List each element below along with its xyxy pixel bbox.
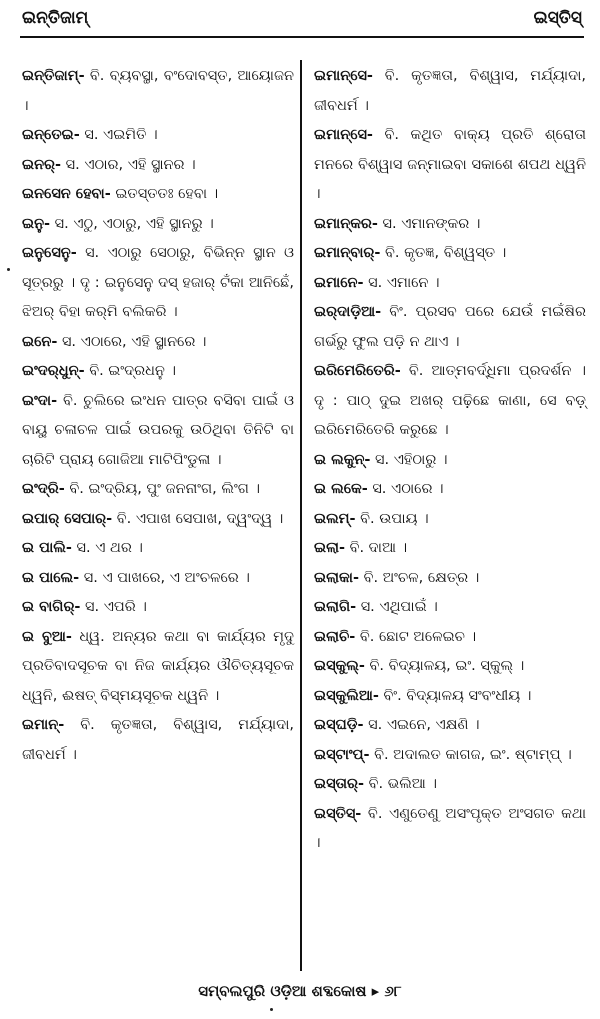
- entry-headword: ଇଂଦା-: [22, 392, 58, 409]
- dictionary-entry: [314, 623, 586, 653]
- entry-headword: ଇଲାଗି-: [314, 599, 357, 615]
- entry-definition: ବି. ଅଦାଲତ କାଗଜ, ଇଂ. ଷ୍ଟାମ୍ପ୍ ।: [369, 746, 572, 763]
- entry-definition: ସ. ଏଠୁ, ଏଠାରୁ, ଏହି ସ୍ଥାନରୁ ।: [50, 215, 214, 232]
- dictionary-entry: [22, 564, 294, 594]
- entry-headword: ଇଂଦର୍‌ଧୁନ୍-: [22, 363, 85, 379]
- dictionary-entry: [314, 475, 586, 505]
- dictionary-entry: [314, 564, 586, 594]
- entry-definition: ସ. ଏଠାରେ ।: [367, 481, 444, 497]
- entry-headword: ଇ ବାଗିର୍-: [22, 599, 81, 615]
- header-rule: [20, 36, 584, 38]
- entry-definition: ଇତସ୍ତତଃ ହେବା ।: [110, 186, 219, 202]
- entry-definition: ବି. ଏପାଖ ସେପାଖ, ଦ୍ୱଂଦ୍ୱ ।: [112, 510, 284, 527]
- right-guide-word: ଇସ୍ତିସ୍: [533, 8, 582, 28]
- entry-headword: ଇନ୍‌ତିଜାମ୍-: [22, 68, 85, 84]
- entry-definition: ସ. ଏହିଠାରୁ ।: [370, 451, 448, 468]
- entry-definition: ବି. କଥିତ ବାକ୍ୟ ପ୍ରତି ଶ୍ରୋତା ମନରେ ବିଶ୍ୱାସ ଜନ୍ମାଇବା ସକାଶେ ଶପଥ ଧ୍ୱନି ।: [314, 127, 586, 202]
- entry-definition: ବି. ବିଦ୍ୟାଳୟ, ଇଂ. ସ୍କୁଲ୍ ।: [364, 658, 525, 674]
- dictionary-entry: [22, 121, 294, 151]
- entry-definition: ସ. ଏଇନେ, ଏକ୍ଷଣି ।: [363, 717, 480, 733]
- dictionary-entry: [314, 534, 586, 564]
- dictionary-entry: [22, 711, 294, 770]
- margin-mark: [7, 268, 10, 271]
- dictionary-entry: [22, 180, 294, 210]
- entry-definition: ବିଂ. ପ୍ରସବ ପରେ ଯେଉଁ ମଇଁଷିର ଗର୍ଭରୁ ଫୁଲ ପଡ଼ି ନ ଥାଏ ।: [314, 304, 586, 350]
- entry-definition: ସ. ଏ ଥର ।: [71, 540, 143, 556]
- entry-definition: ବି. ଉପାୟ ।: [355, 510, 429, 527]
- column-divider: [300, 60, 302, 971]
- entry-headword: ଇଲମ୍-: [314, 510, 356, 527]
- entry-headword: ଇ ପାଲେ-: [22, 569, 80, 586]
- dictionary-entry: [314, 446, 586, 476]
- dictionary-entry: [314, 505, 586, 535]
- entry-headword: ଇମାନ୍‌ବାର୍-: [314, 245, 381, 261]
- dictionary-entry: [22, 151, 294, 181]
- entry-definition: ସ. ଏମାନଙ୍କର ।: [377, 215, 481, 232]
- dictionary-entry: [314, 298, 586, 357]
- entry-headword: ଇମାନ୍‌ସେ-: [314, 127, 373, 143]
- entry-headword: ଇନର୍-: [22, 156, 62, 173]
- entry-definition: ବି. ଚୁଲିରେ ଇଂଧନ ପାତ୍ର ବସିବା ପାଇଁ ଓ ବାୟୁ ଚଳାଚଳ ପାଇଁ ଉପରକୁ ଉଠିଥିବା ତିନିଟି ବା ଚାରିଟି ପ୍ରାୟ ଗୋଜିଆ ମାଟିପିଂଡୁଳା ।: [22, 392, 294, 468]
- entry-headword: ଇରିମେରିତେରି-: [314, 363, 401, 379]
- entry-headword: ଇସ୍‌କୁଲ୍-: [314, 658, 365, 674]
- entry-definition: ବି. ଛୋଟ ଅଳେଇଚ ।: [355, 628, 477, 645]
- dictionary-entry: [314, 711, 586, 741]
- entry-headword: ଇ ବୁଆ-: [22, 628, 72, 645]
- entry-definition: ସ. ଏଠାରୁ ସେଠାରୁ, ବିଭିନ୍ନ ସ୍ଥାନ ଓ ସୂତ୍ରରୁ । ଦୃ : ଇନୁସେନୁ ଦସ୍ ହଜାର୍ ଟଁକା ଆନିଛେଁ, ଝିଅର୍ ବିହା କର୍‌ମି ବଲିକରି ।: [22, 245, 294, 320]
- entry-headword: ଇଲାକା-: [314, 569, 359, 586]
- entry-headword: ଇନୁସେନୁ-: [22, 245, 77, 261]
- entry-headword: ଇମାନ୍‌ସେ-: [314, 68, 373, 84]
- entry-definition: ବି. ଅଂଚଳ, କ୍ଷେତ୍ର ।: [358, 569, 480, 586]
- dictionary-entry: [314, 741, 586, 771]
- entry-headword: ଇଂଦ୍ରି-: [22, 481, 65, 497]
- dictionary-entry: [22, 593, 294, 623]
- entry-definition: ବି. ଇଂଦ୍ରିୟ, ପୁଂ ଜନନାଂଗ, ଲିଂଗ ।: [64, 481, 260, 497]
- entry-definition: ସ. ଏଠାର, ଏହି ସ୍ଥାନର ।: [61, 156, 196, 173]
- dictionary-entry: [22, 357, 294, 387]
- entry-definition: ସ. ଏ ପାଖରେ, ଏ ଅଂଚଳରେ ।: [79, 569, 250, 586]
- dictionary-entry: [314, 121, 586, 210]
- entry-definition: ବି. ଏଣୁତେଣୁ ଅସଂପୃକ୍ତ ଅଂସଗତ କଥା ।: [314, 805, 586, 851]
- entry-definition: ସ. ଏଇମିତି ।: [79, 127, 158, 143]
- entry-definition: ବି. ଇଂଦ୍ରଧନୁ ।: [84, 363, 177, 379]
- entry-headword: ଇ ଲକେ-: [314, 481, 368, 497]
- dictionary-entry: [22, 239, 294, 328]
- dictionary-entry: [314, 800, 586, 859]
- dictionary-entry: [314, 357, 586, 446]
- left-guide-word: ଇନ୍‌ତିଜାମ୍: [22, 8, 89, 28]
- entry-definition: ବି. ବ୍ୟବସ୍ଥା, ବଂଦୋବସ୍ତ, ଆୟୋଜନ ।: [22, 68, 294, 114]
- entry-definition: ବି. ଆତ୍ମବର୍ଦ୍ଧିମା ପ୍ରଦର୍ଶନ । ଦୃ : ପାଠ୍ ଦୁଇ ଅଖର୍ ପଢ଼ିଛେ କାଣା, ସେ ବଡ଼୍ ଇରିମେରିତେରି କରୁଛେ ।: [314, 363, 586, 438]
- entry-headword: ଇମାନ୍‌କର-: [314, 215, 378, 232]
- dictionary-entry: [22, 387, 294, 476]
- entry-headword: ଇସ୍‌ତାର୍-: [314, 776, 365, 792]
- entry-headword: ଇନ୍‌ତେଇ-: [22, 127, 80, 143]
- entry-headword: ଇସ୍‌ଘଡ଼ି-: [314, 717, 364, 733]
- entry-definition: ବି. ଦାଆ ।: [344, 540, 408, 556]
- entry-headword: ଇସ୍‌କୁଲିଆ-: [314, 687, 379, 704]
- entry-headword: ଇନେ-: [22, 333, 58, 350]
- dictionary-entry: [314, 269, 586, 299]
- dictionary-entry: [314, 770, 586, 800]
- dictionary-entry: [314, 62, 586, 121]
- entry-headword: ଇର୍‌ଦାଡ଼ିଆ-: [314, 304, 382, 320]
- entry-headword: ଇମାନେ-: [314, 274, 364, 291]
- entry-headword: ଇ ଲକୁନ୍-: [314, 451, 371, 468]
- dictionary-entry: [22, 328, 294, 358]
- entry-headword: ଇଲାଚି-: [314, 628, 356, 645]
- dictionary-entry: [22, 534, 294, 564]
- dictionary-entry: [22, 475, 294, 505]
- entry-headword: ଇସ୍‌ଟାଂପ୍-: [314, 746, 370, 763]
- entry-headword: ଇପାର୍ ସେପାର୍-: [22, 510, 113, 527]
- dictionary-entry: [314, 210, 586, 240]
- page-footer: ସମ୍ବଲପୁରି ଓଡ଼ିଆ ଶବ୍ଦକୋଷ ▸ ୬୮: [198, 982, 402, 1000]
- entry-definition: ବି. ଭଲିଆ ।: [364, 776, 437, 792]
- entry-headword: ଇନସେନ ହେବା-: [22, 186, 111, 202]
- entry-headword: ଇମାନ୍-: [22, 717, 65, 733]
- left-column: [22, 62, 294, 770]
- dictionary-entry: [22, 505, 294, 535]
- entry-definition: ସ. ଏଥିପାଇଁ ।: [356, 599, 438, 615]
- entry-definition: ବିଂ. ବିଦ୍ୟାଳୟ ସଂବଂଧୀୟ ।: [378, 687, 532, 704]
- entry-definition: ବି. କୃତଜ୍ଞତା, ବିଶ୍ୱାସ, ମର୍ଯ୍ୟାଦା, ଜୀବଧର୍ମ ।: [314, 68, 586, 114]
- dictionary-entry: [314, 682, 586, 712]
- dictionary-entry: [314, 593, 586, 623]
- right-column: [314, 62, 586, 859]
- dictionary-entry: [314, 239, 586, 269]
- dictionary-entry: [22, 62, 294, 121]
- dictionary-entry: [314, 652, 586, 682]
- entry-definition: ସ. ଏଠାରେ, ଏହି ସ୍ଥାନରେ ।: [57, 333, 207, 350]
- entry-definition: ସ. ଏପରି ।: [80, 599, 147, 615]
- entry-headword: ଇନୁ-: [22, 215, 51, 232]
- footer-mark: [270, 1008, 273, 1011]
- dictionary-entry: [22, 623, 294, 712]
- entry-headword: ଇସ୍ତିସ୍-: [314, 805, 362, 822]
- entry-definition: ବି. କୃତଜ୍ଞ, ବିଶ୍ୱସ୍ତ ।: [380, 245, 507, 261]
- entry-definition: ସ. ଏମାନେ ।: [363, 274, 440, 291]
- dictionary-entry: [22, 210, 294, 240]
- entry-headword: ଇଲା-: [314, 540, 345, 556]
- entry-definition: ବି. କୃତଜ୍ଞତା, ବିଶ୍ୱାସ, ମର୍ଯ୍ୟାଦା, ଜୀବଧର୍ମ ।: [22, 717, 294, 763]
- entry-definition: ଧ୍ୱ. ଅନ୍ୟର କଥା ବା କାର୍ଯ୍ୟର ମୃଦୁ ପ୍ରତିବାଦସୂଚକ ବା ନିଜ କାର୍ଯ୍ୟର ଔଚିତ୍ୟସୂଚକ ଧ୍ୱନି, ଈଷତ୍ ବିସ୍ମୟସୂଚକ ଧ୍ୱନି ।: [22, 628, 294, 704]
- entry-headword: ଇ ପାଲି-: [22, 540, 72, 556]
